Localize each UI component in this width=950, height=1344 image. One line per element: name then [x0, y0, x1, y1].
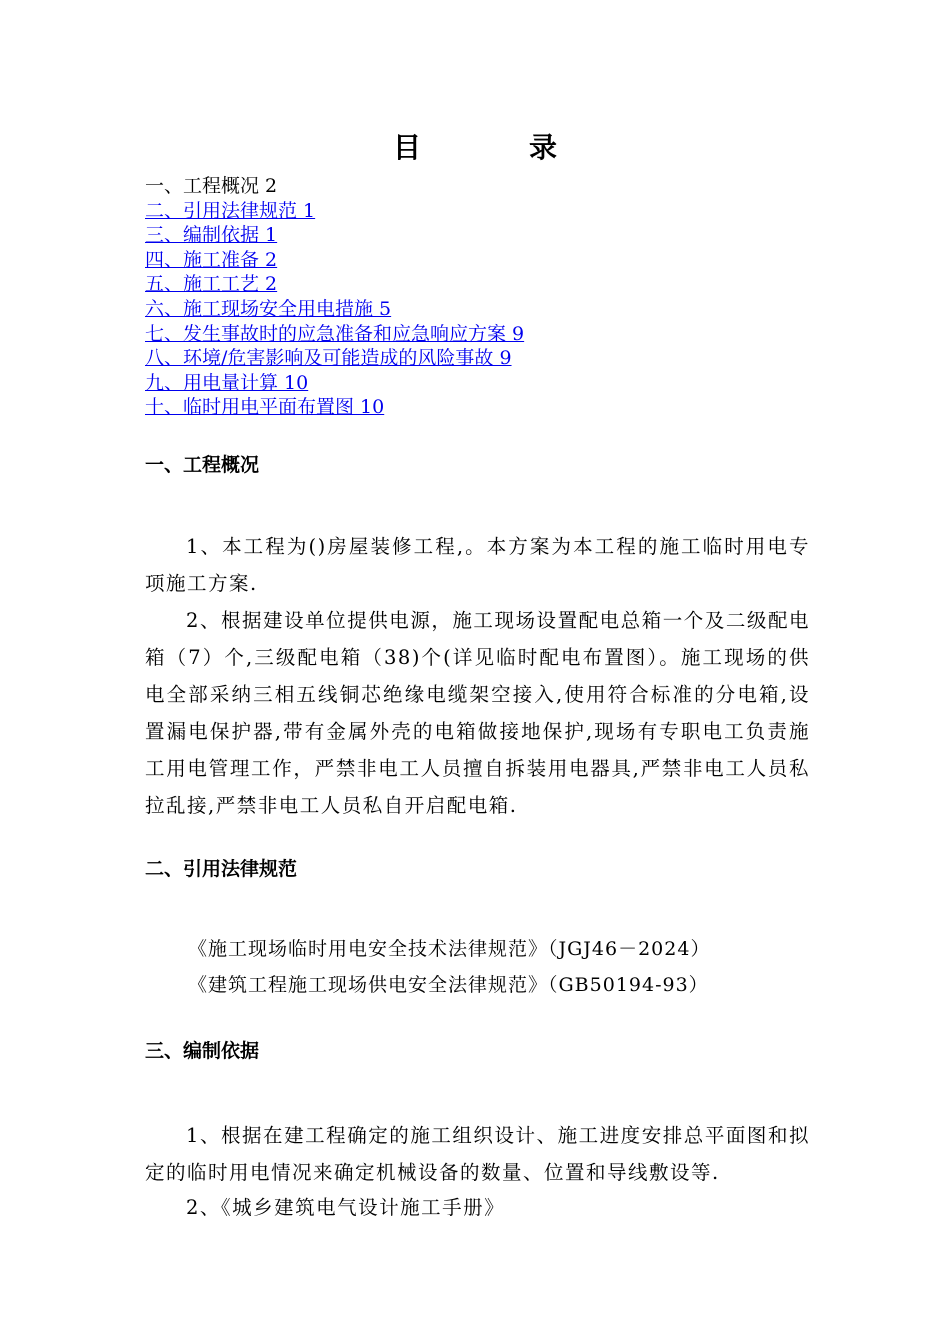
toc-item[interactable] [145, 248, 524, 273]
section-heading-regulations: 二、引用法律规范 [145, 858, 298, 880]
toc-item[interactable] [145, 297, 524, 322]
section-heading-basis: 三、编制依据 [145, 1040, 260, 1062]
toc-item[interactable] [145, 223, 524, 248]
toc-item[interactable] [145, 322, 524, 347]
toc-link[interactable]: 八、环境/危害影响及可能造成的风险事故 9 [145, 347, 512, 370]
toc-link[interactable]: 三、编制依据 1 [145, 224, 278, 247]
basis-paragraph-2: 2、《城乡建筑电气设计施工手册》 [186, 1196, 506, 1219]
toc-link[interactable]: 七、发生事故时的应急准备和应急响应方案 9 [145, 322, 525, 345]
toc-item[interactable] [145, 199, 524, 224]
toc-item[interactable] [145, 272, 524, 297]
page-title: 目 录 [392, 131, 597, 164]
toc-link[interactable]: 五、施工工艺 2 [145, 273, 278, 296]
toc-item[interactable] [145, 395, 524, 420]
toc-link[interactable]: 二、引用法律规范 1 [145, 199, 316, 222]
basis-paragraph-1: 1、根据在建工程确定的施工组织设计、施工进度安排总平面图和拟定的临时用电情况来确定机械设备的数量、位置和导线敷设等. [145, 1124, 810, 1184]
overview-paragraph-1: 1、本工程为()房屋装修工程,。本方案为本工程的施工临时用电专项施工方案. [145, 535, 810, 595]
toc-item[interactable] [145, 346, 524, 371]
regulation-reference: 《建筑工程施工现场供电安全法律规范》（GB50194-93） [188, 974, 709, 996]
toc-link[interactable]: 十、临时用电平面布置图 10 [145, 396, 385, 419]
table-of-contents [145, 174, 524, 420]
toc-link[interactable]: 六、施工现场安全用电措施 5 [145, 297, 392, 320]
toc-item[interactable] [145, 371, 524, 396]
toc-link[interactable]: 九、用电量计算 10 [145, 371, 309, 394]
toc-item: 一、工程概况 2 [145, 175, 278, 197]
toc-link[interactable]: 四、施工准备 2 [145, 248, 278, 271]
regulation-reference: 《施工现场临时用电安全技术法律规范》（JGJ46－2024） [188, 938, 711, 960]
overview-paragraph-2: 2、根据建设单位提供电源，施工现场设置配电总箱一个及二级配电箱（7）个,三级配电箱（38)个(详见临时配电布置图）。施工现场的供电全部采纳三相五线铜芯绝缘电缆架空接入,使用符合标准的分电箱,设置漏电保护器,带有金属外壳的电箱做接地保护,现场有专职电工负责施工用电管理工作，严禁非电工人员擅自拆装用电器具,严禁非电工人员私拉乱接,严禁非电工人员私自开启配电箱. [145, 609, 810, 817]
section-heading-overview: 一、工程概况 [145, 454, 260, 476]
